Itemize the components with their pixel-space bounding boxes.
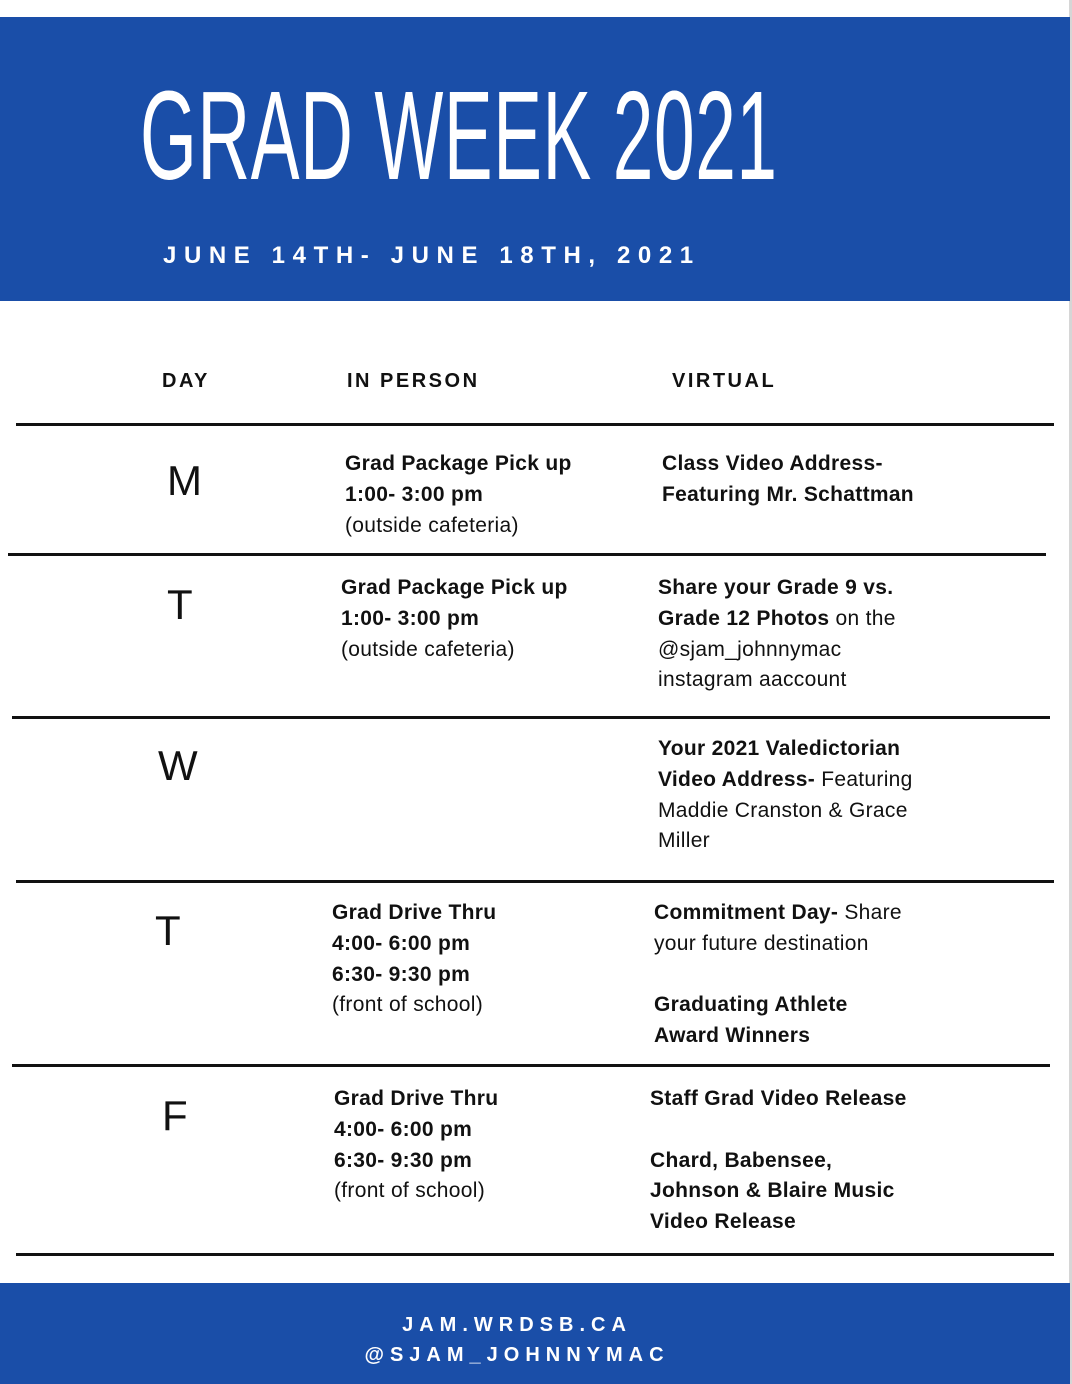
text: (outside cafeteria) xyxy=(341,637,515,661)
day-letter: T xyxy=(167,581,193,628)
in-person-line xyxy=(334,1087,498,1111)
in-person-line xyxy=(332,963,470,987)
text: your future destination xyxy=(654,931,869,955)
bold-text: Grad Package Pick up xyxy=(345,452,572,475)
footer-website: JAM.WRDSB.CA xyxy=(402,1314,632,1336)
bold-text: 6:30- 9:30 pm xyxy=(334,1148,473,1172)
in-person-line xyxy=(332,901,496,925)
day-letter: F xyxy=(162,1092,188,1139)
in-person-line xyxy=(334,1149,472,1173)
bold-text: Commitment Day- xyxy=(654,901,839,924)
row-divider xyxy=(8,553,1046,556)
virtual-line xyxy=(654,901,902,925)
header-banner xyxy=(0,17,1070,301)
bold-text: Grad Drive Thru xyxy=(332,901,497,924)
day-letter: W xyxy=(158,742,198,789)
bold-text: Class Video Address- xyxy=(662,452,883,475)
text: Miller xyxy=(658,829,710,853)
virtual-line xyxy=(658,576,893,600)
bold-text: Share your Grade 9 vs. xyxy=(658,576,894,599)
day-letter: M xyxy=(167,457,202,504)
column-header-day: DAY xyxy=(162,370,210,392)
virtual-line xyxy=(658,768,913,792)
page-title: GRAD WEEK 2021 xyxy=(140,65,778,206)
virtual-line xyxy=(658,607,896,631)
footer-banner xyxy=(0,1283,1070,1384)
bold-text: Grade 12 Photos xyxy=(658,606,830,630)
virtual-line xyxy=(658,829,710,853)
bold-text: 1:00- 3:00 pm xyxy=(341,606,480,630)
in-person-line xyxy=(341,576,568,600)
text: instagram aaccount xyxy=(658,668,847,692)
bold-text: Staff Grad Video Release xyxy=(650,1087,907,1110)
virtual-line xyxy=(658,737,900,761)
text: Maddie Cranston & Grace xyxy=(658,798,908,822)
date-range: JUNE 14TH- JUNE 18TH, 2021 xyxy=(163,242,701,269)
virtual-line xyxy=(662,483,914,507)
bold-text: 4:00- 6:00 pm xyxy=(332,931,471,955)
text: (front of school) xyxy=(332,993,483,1017)
text: Featuring xyxy=(815,767,913,791)
virtual-line xyxy=(650,1149,832,1173)
in-person-line xyxy=(334,1118,472,1142)
in-person-line xyxy=(341,607,479,631)
in-person-line xyxy=(334,1179,485,1203)
virtual-line xyxy=(654,932,869,956)
virtual-line xyxy=(654,993,848,1017)
virtual-line xyxy=(650,1210,796,1234)
text: @sjam_johnnymac xyxy=(658,637,842,661)
row-divider xyxy=(16,1253,1054,1256)
text: (front of school) xyxy=(334,1179,485,1203)
in-person-line xyxy=(332,993,483,1017)
virtual-line xyxy=(654,1024,810,1048)
in-person-line xyxy=(332,932,470,956)
bold-text: Video Address- xyxy=(658,767,816,791)
in-person-line xyxy=(345,452,572,476)
row-divider xyxy=(12,716,1050,719)
bold-text: Grad Package Pick up xyxy=(341,576,568,599)
day-letter: T xyxy=(155,907,181,954)
virtual-line xyxy=(658,668,847,692)
row-divider xyxy=(16,880,1054,883)
bold-text: Video Release xyxy=(650,1210,796,1234)
bold-text: Your 2021 Valedictorian xyxy=(658,737,901,760)
bold-text: Johnson & Blaire Music xyxy=(650,1179,895,1203)
text: on the xyxy=(829,606,896,630)
footer-handle: @SJAM_JOHNNYMAC xyxy=(364,1344,670,1366)
virtual-line xyxy=(658,638,841,662)
bold-text: Featuring Mr. Schattman xyxy=(662,482,914,506)
bold-text: Chard, Babensee, xyxy=(650,1148,833,1172)
column-header-virtual: VIRTUAL xyxy=(672,370,777,392)
bold-text: 1:00- 3:00 pm xyxy=(345,482,484,506)
bold-text: Award Winners xyxy=(654,1024,811,1048)
virtual-line xyxy=(662,452,883,476)
text: Share xyxy=(838,901,902,924)
in-person-line xyxy=(341,638,515,662)
row-divider xyxy=(16,423,1054,426)
bold-text: 6:30- 9:30 pm xyxy=(332,962,471,986)
row-divider xyxy=(12,1064,1050,1067)
virtual-line xyxy=(650,1087,907,1111)
bold-text: Grad Drive Thru xyxy=(334,1087,499,1110)
in-person-line xyxy=(345,514,519,538)
bold-text: 4:00- 6:00 pm xyxy=(334,1117,473,1141)
virtual-line xyxy=(658,799,908,823)
virtual-line xyxy=(650,1179,895,1203)
text: (outside cafeteria) xyxy=(345,513,519,537)
bold-text: Graduating Athlete xyxy=(654,993,848,1017)
in-person-line xyxy=(345,483,483,507)
column-header-in-person: IN PERSON xyxy=(347,370,480,392)
